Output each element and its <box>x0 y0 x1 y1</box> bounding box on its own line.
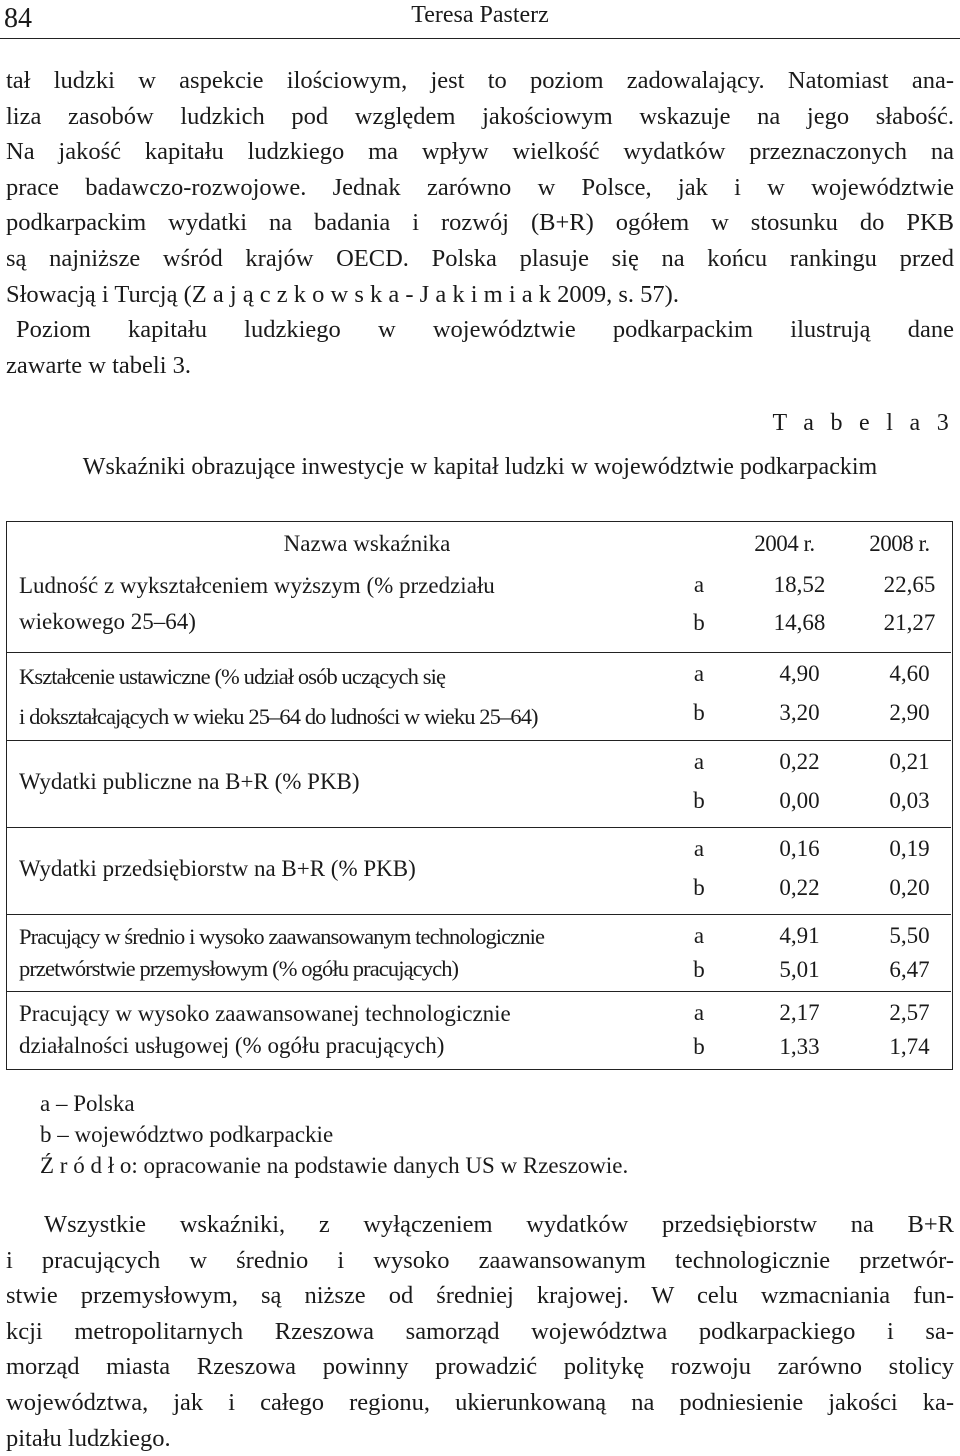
table-row <box>7 828 951 914</box>
indicator-line: Pracujący w wysoko zaawansowanej technologicznie <box>19 1001 511 1026</box>
value-b-2008: 2,90 <box>889 700 930 725</box>
value-a-2004: 4,91 <box>779 923 820 948</box>
text-line: liza zasobów ludzkich pod względem jakościowym wskazuje na jego słabość. <box>6 102 954 130</box>
table-row <box>7 992 951 1068</box>
value-b-2008: 1,74 <box>889 1034 930 1059</box>
text-line: są najniższe wśród krajów OECD. Polska plasuje się na końcu rankingu przed <box>6 244 954 272</box>
citation-prefix: Słowacją i Turcją ( <box>6 280 192 308</box>
value-a-2008: 22,65 <box>883 572 936 597</box>
indicator-line: działalności usługowej (% ogółu pracujących) <box>19 1033 445 1058</box>
text-line: i pracujących w średnio i wysoko zaawansowanym technologicznie przetwór- <box>6 1246 954 1274</box>
series-label-b: b <box>693 1034 705 1059</box>
series-label-b: b <box>693 875 705 900</box>
series-label-a: a <box>693 923 705 948</box>
text-line: pitału ludzkiego. <box>6 1424 171 1452</box>
text-line: podkarpackim wydatki na badania i rozwój (B+R) ogółem w stosunku do PKB <box>6 209 954 237</box>
header-year-2004: 2004 r. <box>754 531 815 556</box>
series-label-a: a <box>693 661 705 686</box>
value-b-2004: 3,20 <box>779 700 820 725</box>
source-label: Ź r ó d ł o: <box>40 1153 138 1178</box>
value-b-2004: 0,22 <box>779 875 820 900</box>
text-line: kcji metropolitarnych Rzeszowa samorząd województwa podkarpackiego i sa- <box>6 1317 954 1345</box>
text-line: prace badawczo-rozwojowe. Jednak zarówno w Polsce, jak i w województwie <box>6 173 954 201</box>
page-number: 84 <box>4 3 32 34</box>
value-a-2008: 4,60 <box>889 661 930 686</box>
value-a-2004: 18,52 <box>773 572 826 597</box>
paragraph-intro <box>6 63 954 383</box>
indicator-line: Ludność z wykształceniem wyższym (% przedziału <box>19 573 495 598</box>
value-a-2008: 5,50 <box>889 923 930 948</box>
value-b-2008: 0,20 <box>889 875 930 900</box>
text-line: Na jakość kapitału ludzkiego ma wpływ wielkość wydatków przeznaczonych na <box>6 138 954 166</box>
indicator-line: Pracujący w średnio i wysoko zaawansowanym technologicznie <box>19 924 545 949</box>
series-label-a: a <box>693 1000 705 1025</box>
value-b-2004: 14,68 <box>773 610 826 635</box>
text-line: zawarte w tabeli 3. <box>6 351 192 379</box>
series-label-b: b <box>693 610 705 635</box>
source-text: opracowanie na podstawie danych US w Rzeszowie. <box>137 1153 629 1178</box>
text-line: województwa, jak i całego regionu, ukierunkowaną na podniesienie jakości ka- <box>6 1388 954 1416</box>
table-caption: Wskaźniki obrazujące inwestycje w kapitał ludzki w województwie podkarpackim <box>82 454 878 480</box>
table-row <box>7 741 951 827</box>
value-b-2004: 5,01 <box>779 957 820 982</box>
value-b-2008: 21,27 <box>883 610 936 635</box>
running-title: Teresa Pasterz <box>411 2 549 28</box>
series-label-b: b <box>693 957 705 982</box>
indicator-name: Wydatki przedsiębiorstw na B+R (% PKB) <box>19 856 416 881</box>
value-b-2004: 1,33 <box>779 1034 820 1059</box>
text-line: stwie przemysłowym, są niższe od średniej krajowej. W celu wzmacniania fun- <box>6 1282 954 1310</box>
indicator-line: Kształcenie ustawiczne (% udział osób uczących się <box>19 664 446 689</box>
legend-b: b – województwo podkarpackie <box>40 1122 334 1147</box>
indicator-name <box>19 921 669 985</box>
text-line: Poziom kapitału ludzkiego w województwie podkarpackim ilustrują dane <box>16 316 954 344</box>
header-rule <box>0 38 960 39</box>
series-label-b: b <box>693 700 705 725</box>
indicator-name <box>19 657 669 737</box>
value-a-2008: 0,21 <box>889 749 930 774</box>
citation-author: Z a j ą c z k o w s k a - J a k i m i a k <box>191 280 552 308</box>
indicators-table <box>6 521 953 1070</box>
legend-a: a – Polska <box>40 1091 135 1116</box>
table-source <box>40 1150 628 1181</box>
indicator-line: i dokształcających w wieku 25–64 do ludności w wieku 25–64) <box>19 704 538 729</box>
indicator-name <box>19 998 669 1062</box>
text-line: Wszystkie wskaźniki, z wyłączeniem wydatków przedsiębiorstw na B+R <box>44 1211 954 1238</box>
citation-suffix: 2009, s. 57). <box>551 280 679 308</box>
text-line: tał ludzki w aspekcie ilościowym, jest to poziom zadowalający. Natomiast ana- <box>6 67 954 94</box>
indicator-name: Wydatki publiczne na B+R (% PKB) <box>19 769 360 794</box>
header-year-2008: 2008 r. <box>869 531 930 556</box>
table-row <box>7 566 951 652</box>
value-a-2004: 0,22 <box>779 749 820 774</box>
paragraph-conclusion <box>6 1207 954 1456</box>
value-a-2004: 4,90 <box>779 661 820 686</box>
value-b-2004: 0,00 <box>779 788 820 813</box>
table-row <box>7 653 951 740</box>
table-row <box>7 915 951 991</box>
text-line: morząd miasta Rzeszowa powinny prowadzić politykę rozwoju zarówno stolicy <box>6 1353 954 1381</box>
text-line-citation <box>6 277 954 313</box>
header-indicator-name: Nazwa wskaźnika <box>283 531 451 556</box>
value-a-2008: 2,57 <box>889 1000 930 1025</box>
value-b-2008: 0,03 <box>889 788 930 813</box>
series-label-a: a <box>693 749 705 774</box>
series-label-a: a <box>693 572 705 597</box>
indicator-line: wiekowego 25–64) <box>19 609 196 634</box>
value-a-2004: 0,16 <box>779 836 820 861</box>
series-label-a: a <box>693 836 705 861</box>
indicator-line: przetwórstwie przemysłowym (% ogółu pracujących) <box>19 956 459 981</box>
table-legend <box>40 1088 628 1181</box>
indicator-name <box>19 568 669 640</box>
value-a-2004: 2,17 <box>779 1000 820 1025</box>
series-label-b: b <box>693 788 705 813</box>
table-label: T a b e l a 3 <box>772 410 954 436</box>
value-b-2008: 6,47 <box>889 957 930 982</box>
running-header <box>0 0 960 40</box>
value-a-2008: 0,19 <box>889 836 930 861</box>
table-header <box>7 522 951 566</box>
